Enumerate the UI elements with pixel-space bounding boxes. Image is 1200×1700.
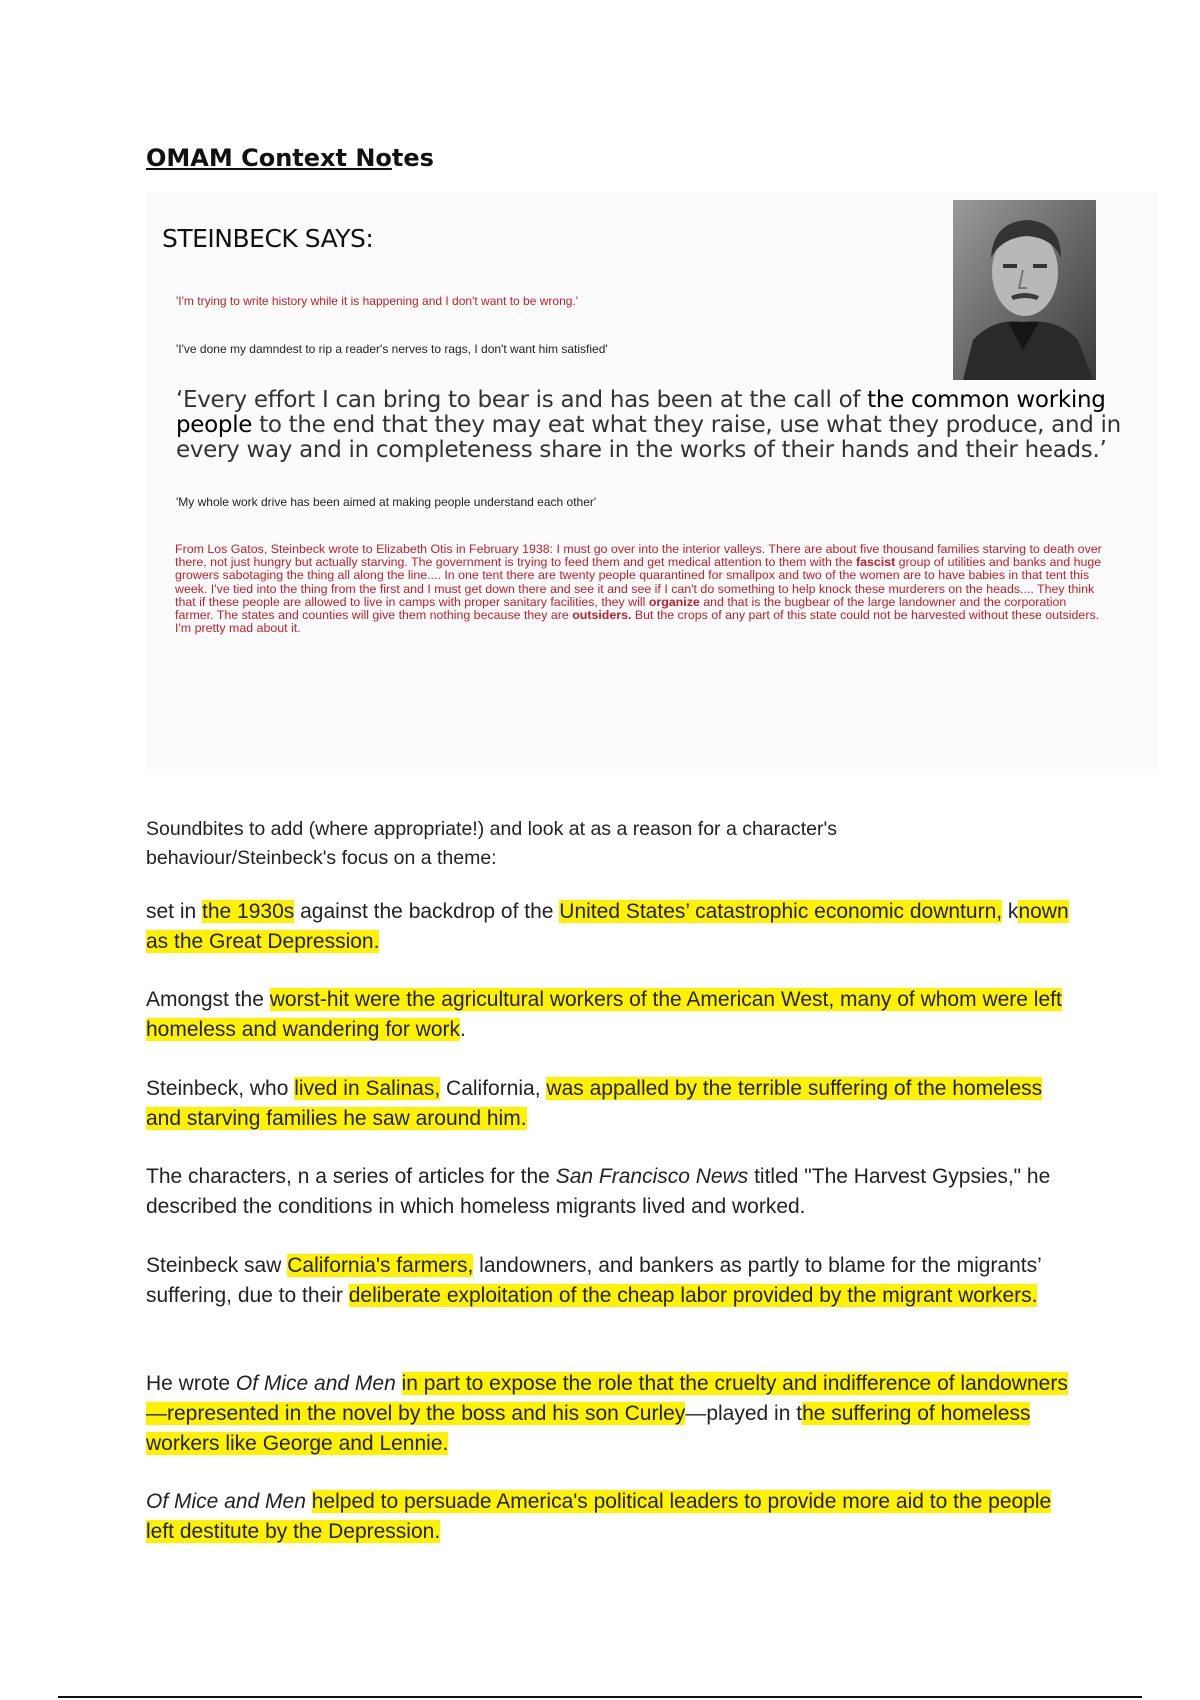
paragraph-political-aid (146, 1487, 1076, 1547)
text (306, 1490, 312, 1513)
portrait-photo (953, 200, 1096, 380)
letter-bold: organize (648, 594, 700, 609)
text: Steinbeck, who (146, 1077, 295, 1100)
quote-common-working-people (176, 388, 1121, 463)
text: The characters, n a series of articles for the (146, 1165, 556, 1188)
footer-rule (58, 1696, 1142, 1698)
paragraph-farmers-blame (146, 1251, 1076, 1311)
text: set in (146, 900, 203, 923)
highlight: the 1930s (202, 900, 295, 923)
letter-to-elizabeth-otis (175, 543, 1103, 635)
highlight: lived in Salinas, (294, 1077, 441, 1100)
letter-text: group of utilities and banks and huge growers sabotaging the thing all along the line.... In one tent there are twenty people quarantined for smallpox and two of the women are to have babies in that tent this week. I've tied into the thing from the first and I must get down there and see it and see if I can't do something to help knock these murderers on the heads.... They think that if these people are allowed to live in camps with proper sanitary facilities, they will (175, 555, 1102, 609)
text: against the backdrop of the (294, 900, 560, 923)
quote-part: to the end that they may eat what they raise, use what they produce, and in every way and in completeness share in the works of their hands and their heads.’ (176, 412, 1121, 463)
page-title-underlined: OMAM Context No (146, 144, 392, 172)
letter-text: and that is the bugbear of the large landowner and the corporation farmer. The states and counties will give them nothing because they are (175, 594, 1067, 623)
soundbites-intro: Soundbites to add (where appropriate!) and look at as a reason for a character's behaviour/Steinbeck's focus on a theme: (146, 818, 837, 869)
highlight: he suffering of homeless workers like George and Lennie. (146, 1402, 1031, 1455)
text: California, (440, 1077, 547, 1100)
text: landowners, and bankers as partly to blame for the migrants’ suffering, due to their (146, 1254, 1041, 1307)
text: He wrote (146, 1372, 236, 1395)
letter-bold: outsiders. (572, 608, 632, 623)
quote-history: 'I'm trying to write history while it is happening and I don't want to be wrong.' (176, 294, 579, 308)
page-title (146, 144, 434, 172)
text (396, 1372, 402, 1395)
quote-emphasis: the common working people (176, 387, 1106, 438)
paragraph-great-depression (146, 897, 1076, 957)
text: titled "The Harvest Gypsies," he described the conditions in which homeless migrants lived and worked. (146, 1165, 1051, 1218)
text: . (460, 1018, 466, 1041)
quote-nerves: 'I've done my damndest to rip a reader's nerves to rags, I don't want him satisfied' (176, 342, 608, 356)
highlight: United States’ catastrophic economic downturn, (559, 900, 1003, 923)
highlight: in part to expose the role that the cruelty and indifference of landowners—represented in the novel by the boss and his son Curley (146, 1372, 1068, 1425)
highlight: worst-hit were the agricultural workers of the American West, many of whom were left homeless and wandering for work (146, 988, 1062, 1041)
highlight: was appalled by the terrible suffering of the homeless and starving families he saw around him. (146, 1077, 1043, 1130)
italic-title: San Francisco News (555, 1165, 749, 1188)
paragraph-agricultural-workers (146, 985, 1076, 1045)
letter-text: From Los Gatos, Steinbeck wrote to Elizabeth Otis in February 1938: I must go over into the interior valleys. There are about five thousand families starving to death over there, not just hungry but actually starving. The government is trying to feed them and get medical attention to them with the (175, 542, 1102, 570)
text: Amongst the (146, 988, 270, 1011)
italic-title: Of Mice and Men (235, 1372, 396, 1395)
italic-title: Of Mice and Men (146, 1490, 306, 1513)
quote-part: ‘Every effort I can bring to bear is and has been at the call of (176, 387, 868, 413)
quote-understand: 'My whole work drive has been aimed at making people understand each other' (176, 495, 597, 509)
paragraph-expose-cruelty (146, 1369, 1076, 1459)
letter-text: But the crops of any part of this state could not be harvested without these outsiders. I'm pretty mad about it. (175, 608, 1100, 636)
steinbeck-portrait (953, 200, 1096, 380)
highlight: helped to persuade America's political leaders to provide more aid to the people left destitute by the Depression. (146, 1490, 1052, 1543)
highlight: deliberate exploitation of the cheap labor provided by the migrant workers. (348, 1284, 1038, 1307)
text: —played in t (685, 1402, 803, 1425)
text: k (1002, 900, 1019, 923)
paragraph-salinas (146, 1074, 1076, 1134)
steinbeck-says-heading: STEINBECK SAYS: (162, 224, 374, 253)
page-title-rest: tes (391, 144, 434, 172)
highlight: nown as the Great Depression. (146, 900, 1069, 953)
highlight: California's farmers, (287, 1254, 474, 1277)
paragraph-harvest-gypsies (146, 1162, 1076, 1222)
text: Steinbeck saw (146, 1254, 288, 1277)
letter-bold: fascist (855, 555, 896, 570)
